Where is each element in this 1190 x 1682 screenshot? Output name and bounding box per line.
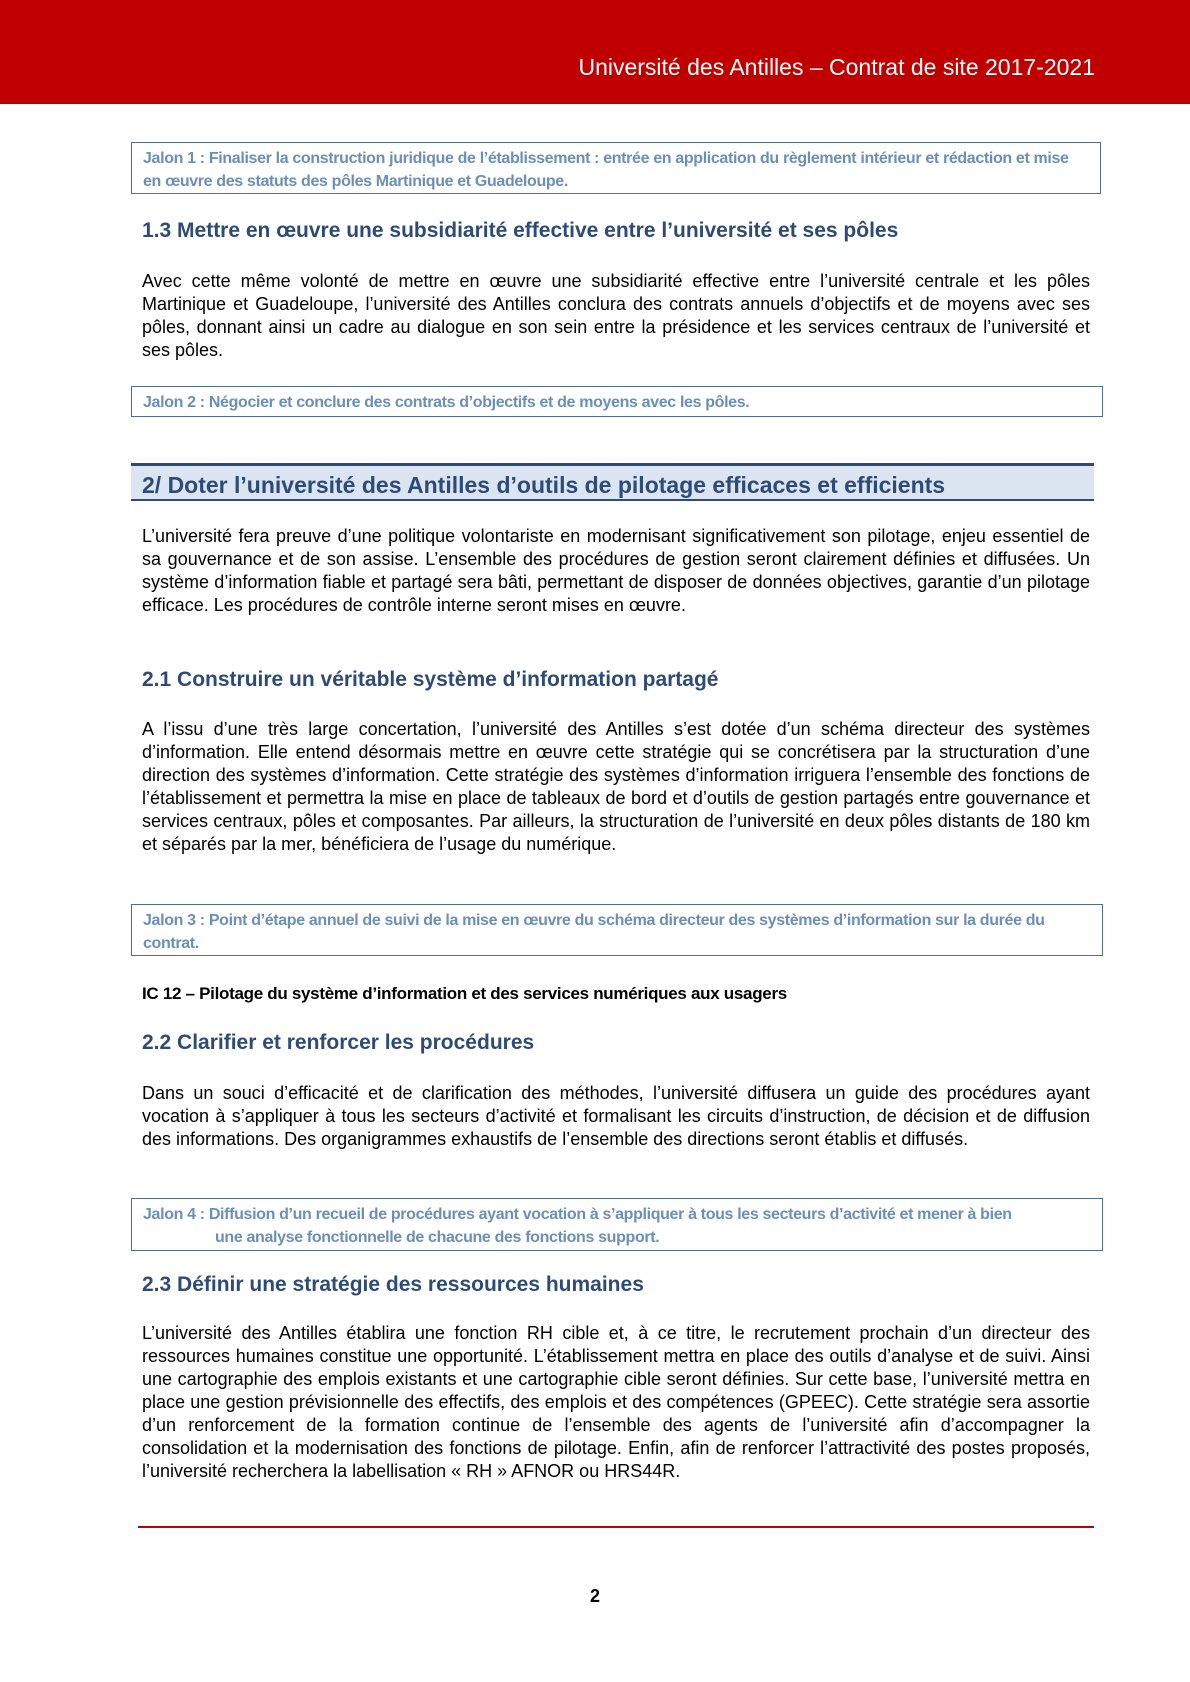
- ic-12-label: IC 12 – Pilotage du système d’information et des services numériques aux usagers: [142, 984, 787, 1003]
- section-2-2-body: Dans un souci d’efficacité et de clarification des méthodes, l’université diffusera un guide des procédures ayant vocation à s’appliquer à tous les secteurs d’activité et formalisant les circuits d’instruction, de décision et de diffusion des informations. Des organigrammes exhaustifs de l’ensemble des directions seront établis et diffusés.: [142, 1083, 1090, 1149]
- footer-rule: [138, 1526, 1094, 1528]
- jalon-2-box: [131, 386, 1103, 417]
- jalon-4-box: [131, 1198, 1103, 1251]
- section-1-3-body: Avec cette même volonté de mettre en œuvre une subsidiarité effective entre l’université centrale et les pôles Martinique et Guadeloupe, l’université des Antilles conclura des contrats annuels d’objectifs et de moyens avec ses pôles, donnant ainsi un cadre au dialogue en son sein entre la présidence et les services centraux de l’université et ses pôles.: [142, 271, 1090, 360]
- section-2-2-title: 2.2 Clarifier et renforcer les procédures: [142, 1031, 535, 1054]
- section-2-body: L’université fera preuve d’une politique volontariste en modernisant significativement son pilotage, enjeu essentiel de sa gouvernance et de son assise. L’ensemble des procédures de gestion seront clairement définies et diffusées. Un système d’information fiable et partagé sera bâti, permettant de disposer de données objectives, garantie d’un pilotage efficace. Les procédures de contrôle interne seront mises en œuvre.: [142, 526, 1090, 615]
- jalon-1-text: Jalon 1 : Finaliser la construction juridique de l’établissement : entrée en application du règlement intérieur et rédaction et mise en œuvre des statuts des pôles Martinique et Guadeloupe.: [143, 150, 1069, 190]
- section-2-1-title: 2.1 Construire un véritable système d’information partagé: [142, 668, 719, 691]
- section-2-3-body: L’université des Antilles établira une fonction RH cible et, à ce titre, le recrutement prochain d’un directeur des ressources humaines constitue une opportunité. L’établissement mettra en place des outils d’analyse et de suivi. Ainsi une cartographie des emplois existants et une cartographie cible seront définies. Sur cette base, l’université mettra en place une gestion prévisionnelle des effectifs, des emplois et des compétences (GPEEC). Cette stratégie sera assortie d’un renforcement de la formation continue de l’ensemble des agents de l’université afin d’accompagner la consolidation et la modernisation des fonctions de pilotage. Enfin, afin de renforcer l’attractivité des postes proposés, l’université recherchera la labellisation « RH » AFNOR ou HRS44R.: [142, 1323, 1090, 1481]
- section-1-3-title: 1.3 Mettre en œuvre une subsidiarité effective entre l’université et ses pôles: [142, 219, 899, 242]
- section-2-heading-box: [131, 463, 1094, 501]
- page-number: 2: [589, 1586, 600, 1606]
- section-2-1-body: A l’issu d’une très large concertation, l’université des Antilles s’est dotée d’un schéma directeur des systèmes d’information. Elle entend désormais mettre en œuvre cette stratégie qui se concrétisera par la structuration d’une direction des systèmes d’information. Cette stratégie des systèmes d’information irriguera l’ensemble des fonctions de l’établissement et permettra la mise en place de tableaux de bord et d’outils de gestion partagés entre gouvernance et services centraux, pôles et composantes. Par ailleurs, la structuration de l’université en deux pôles distants de 180 km et séparés par la mer, bénéficiera de l’usage du numérique.: [142, 719, 1090, 854]
- header-title: Université des Antilles – Contrat de site 2017-2021: [578, 54, 1095, 80]
- jalon-3-text: Jalon 3 : Point d’étape annuel de suivi de la mise en œuvre du schéma directeur des systèmes d’information sur la durée du contrat.: [143, 912, 1045, 952]
- jalon-3-box: [131, 904, 1103, 956]
- jalon-4-line-1: Jalon 4 : Diffusion d’un recueil de procédures ayant vocation à s’appliquer à tous les secteurs d’activité et mener à bien: [143, 1206, 1012, 1223]
- section-2-3-title: 2.3 Définir une stratégie des ressources humaines: [142, 1273, 644, 1296]
- section-2-title: 2/ Doter l’université des Antilles d’outils de pilotage efficaces et efficients: [142, 472, 946, 498]
- jalon-4-line-2: une analyse fonctionnelle de chacune des fonctions support.: [215, 1229, 660, 1246]
- page-header: [0, 0, 1190, 104]
- jalon-1-box: [131, 142, 1101, 194]
- jalon-2-text: Jalon 2 : Négocier et conclure des contrats d’objectifs et de moyens avec les pôles.: [143, 394, 750, 411]
